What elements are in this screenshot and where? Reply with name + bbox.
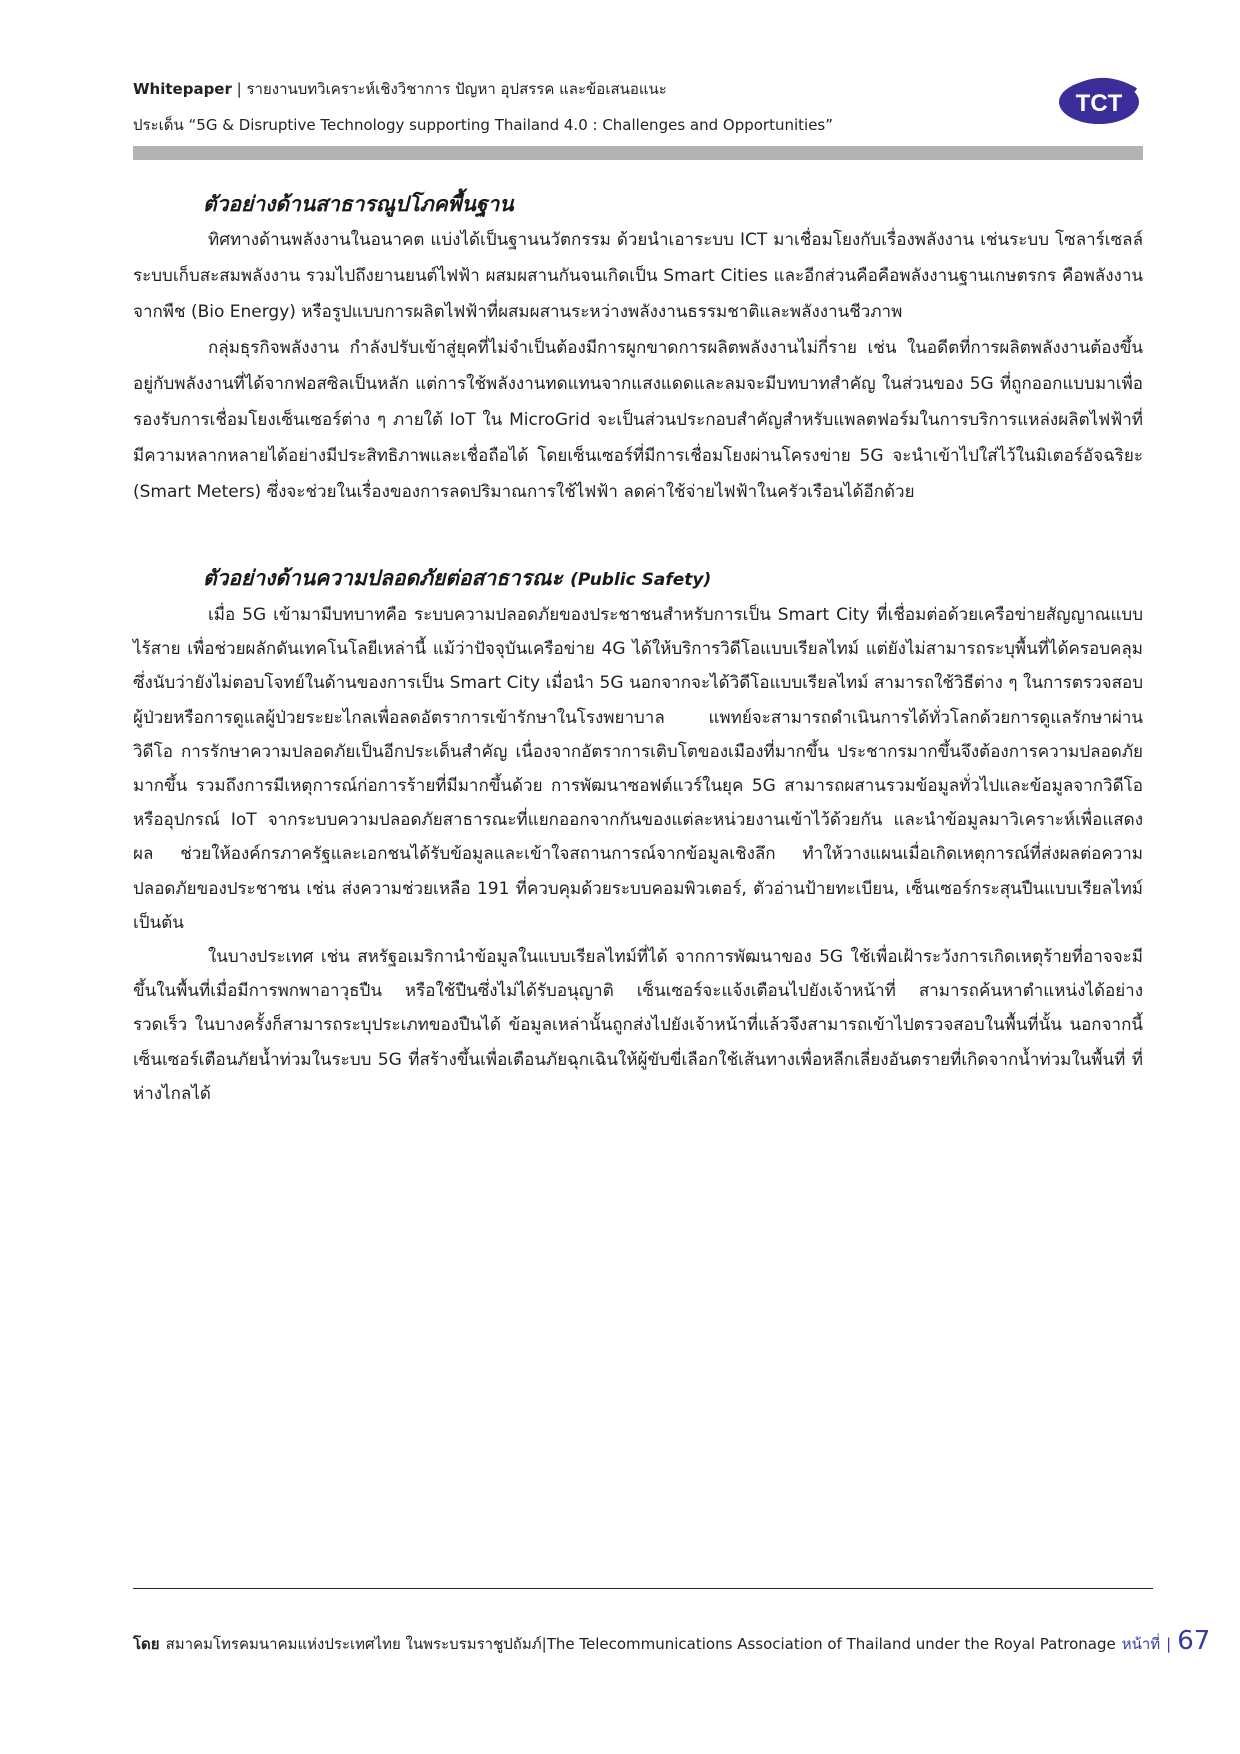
- header-divider-bar: [133, 146, 1143, 160]
- tct-logo-text: TCT: [1075, 90, 1123, 117]
- footer-page-separator: |: [1166, 1635, 1172, 1653]
- header-separator: |: [231, 80, 247, 98]
- section-title-public-safety-text: ตัวอย่างด้านความปลอดภัยต่อสาธารณะ: [203, 565, 563, 590]
- header-topic: ประเด็น “5G & Disruptive Technology supporting Thailand 4.0 : Challenges and Opportunities”: [133, 116, 834, 134]
- tct-logo: [1056, 72, 1142, 128]
- paragraph-energy-direction: ทิศทางด้านพลังงานในอนาคต แบ่งได้เป็นฐานนวัตกรรม ด้วยนำเอาระบบ ICT มาเชื่อมโยงกับเรื่องพลังงาน เช่นระบบ โซลาร์เซลล์ ระบบเก็บสะสมพลังงาน รวมไปถึงยานยนต์ไฟฟ้า ผสมผสานกันจนเกิดเป็น Smart Cities และอีกส่วนคือคือพลังงานฐานเกษตรกร คือพลังงานจากพืช (Bio Energy) หรือรูปแบบการผลิตไฟฟ้าที่ผสมผสานระหว่างพลังงานธรรมชาติและพลังงานชีวภาพ: [133, 230, 1143, 322]
- main-content: [133, 186, 1143, 1111]
- paragraph-usa-sensors: ในบางประเทศ เช่น สหรัฐอเมริกานำข้อมูลในแบบเรียลไทม์ที่ได้ จากการพัฒนาของ 5G ใช้เพื่อเฝ้าระวังการเกิดเหตุร้ายที่อาจจะมีขึ้นในพื้นที่เมื่อมีการพกพาอาวุธปืน หรือใช้ปืนซึ่งไม่ได้รับอนุญาติ เซ็นเซอร์จะแจ้งเตือนไปยังเจ้าหน้าที่ สามารถค้นหาตำแหน่งได้อย่างรวดเร็ว ในบางครั้งก็สามารถระบุประเภทของปืนได้ ข้อมูลเหล่านั้นถูกส่งไปยังเจ้าหน้าที่แล้วจึงสามารถเข้าไปตรวจสอบในพื้นที่นั้น นอกจากนี้ เซ็นเซอร์เตือนภัยน้ำท่วมในระบบ 5G ที่สร้างขึ้นเพื่อเตือนภัยฉุกเฉินให้ผู้ขับขี่เลือกใช้เส้นทางเพื่อหลีกเลี่ยงอันตรายที่เกิดจากน้ำท่วมในพื้นที่ ที่ห่างไกลได้: [133, 947, 1143, 1104]
- page-header: [133, 78, 1143, 136]
- page-number: 67: [1177, 1626, 1211, 1656]
- header-brand: Whitepaper: [133, 80, 232, 98]
- footer-separator: |: [541, 1635, 547, 1653]
- footer-org-english: The Telecommunications Association of Thailand under the Royal Patronage: [546, 1635, 1116, 1653]
- paragraph-5g-public-safety: เมื่อ 5G เข้ามามีบทบาทคือ ระบบความปลอดภัยของประชาชนสำหรับการเป็น Smart City ที่เชื่อมต่อด้วยเครือข่ายสัญญาณแบบไร้สาย เพื่อช่วยผลักดันเทคโนโลยีเหล่านี้ แม้ว่าปัจจุบันเครือข่าย 4G ได้ให้บริการวิดีโอแบบเรียลไทม์ แต่ยังไม่สามารถระบุพื้นที่ได้ครอบคลุม ซึ่งนับว่ายังไม่ตอบโจทย์ในด้านของการเป็น Smart City เมื่อนำ 5G นอกจากจะได้วิดีโอแบบเรียลไทม์ สามารถใช้วิธีต่าง ๆ ในการตรวจสอบผู้ป่วยหรือการดูแลผู้ป่วยระยะไกลเพื่อลดอัตราการเข้ารักษาในโรงพยาบาล แพทย์จะสามารถดำเนินการได้ทั่วโลกด้วยการดูแลรักษาผ่านวิดีโอ การรักษาความปลอดภัยเป็นอีกประเด็นสำคัญ เนื่องจากอัตราการเติบโตของเมืองที่มากขึ้น ประชากรมากขึ้นจึงต้องการความปลอดภัยมากขึ้น รวมถึงการมีเหตุการณ์ก่อการร้ายที่มีมากขึ้นด้วย การพัฒนาซอฟต์แวร์ในยุค 5G สามารถผสานรวมข้อมูลทั่วไปและข้อมูลจากวิดีโอหรืออุปกรณ์ IoT จากระบบความปลอดภัยสาธารณะที่แยกออกจากกันของแต่ละหน่วยงานเข้าไว้ด้วยกัน และนำข้อมูลมาวิเคราะห์เพื่อแสดงผล ช่วยให้องค์กรภาครัฐและเอกชนได้รับข้อมูลและเข้าใจสถานการณ์จากข้อมูลเชิงลึก ทำให้วางแผนเมื่อเกิดเหตุการณ์ที่ส่งผลต่อความปลอดภัยของประชาชน เช่น ส่งความช่วยเหลือ 191 ที่ควบคุมด้วยระบบคอมพิวเตอร์, ตัวอ่านป้ายทะเบียน, เซ็นเซอร์กระสุนปืนแบบเรียลไทม์ เป็นต้น: [133, 605, 1143, 933]
- footer-rule: [133, 1588, 1153, 1589]
- section-title-public-safety: [203, 560, 1143, 598]
- section-title-infrastructure: ตัวอย่างด้านสาธารณูปโภคพื้นฐาน: [203, 191, 514, 216]
- section-gap: [133, 510, 1143, 560]
- footer-by: โดย: [133, 1635, 160, 1653]
- page-footer: [133, 1626, 1211, 1656]
- header-report-title: รายงานบทวิเคราะห์เชิงวิชาการ ปัญหา อุปสรรค และข้อเสนอแนะ: [246, 80, 667, 98]
- footer-page-label: หน้าที่: [1121, 1635, 1161, 1653]
- paragraph-energy-business: กลุ่มธุรกิจพลังงาน กำลังปรับเข้าสู่ยุคที่ไม่จำเป็นต้องมีการผูกขาดการผลิตพลังงานไม่กี่ราย เช่น ในอดีตที่การผลิตพลังงานต้องขึ้นอยู่กับพลังงานที่ได้จากฟอสซิลเป็นหลัก แต่การใช้พลังงานทดแทนจากแสงแดดและลมจะมีบทบาทสำคัญ ในส่วนของ 5G ที่ถูกออกแบบมาเพื่อรองรับการเชื่อมโยงเซ็นเซอร์ต่าง ๆ ภายใต้ IoT ใน MicroGrid จะเป็นส่วนประกอบสำคัญสำหรับแพลตฟอร์มในการบริการแหล่งผลิตไฟฟ้าที่มีความหลากหลายได้อย่างมีประสิทธิภาพและเชื่อถือได้ โดยเซ็นเซอร์ที่มีการเชื่อมโยงผ่านโครงข่าย 5G จะนำเข้าไปใส่ไว้ในมิเตอร์อัจฉริยะ (Smart Meters) ซึ่งจะช่วยในเรื่องของการลดปริมาณการใช้ไฟฟ้า ลดค่าใช้จ่ายไฟฟ้าในครัวเรือนได้อีกด้วย: [133, 338, 1143, 502]
- section-title-public-safety-english: (Public Safety): [570, 570, 712, 590]
- footer-org-thai: สมาคมโทรคมนาคมแห่งประเทศไทย ในพระบรมราชูปถัมภ์: [165, 1635, 542, 1653]
- header-line-1: [133, 78, 1143, 100]
